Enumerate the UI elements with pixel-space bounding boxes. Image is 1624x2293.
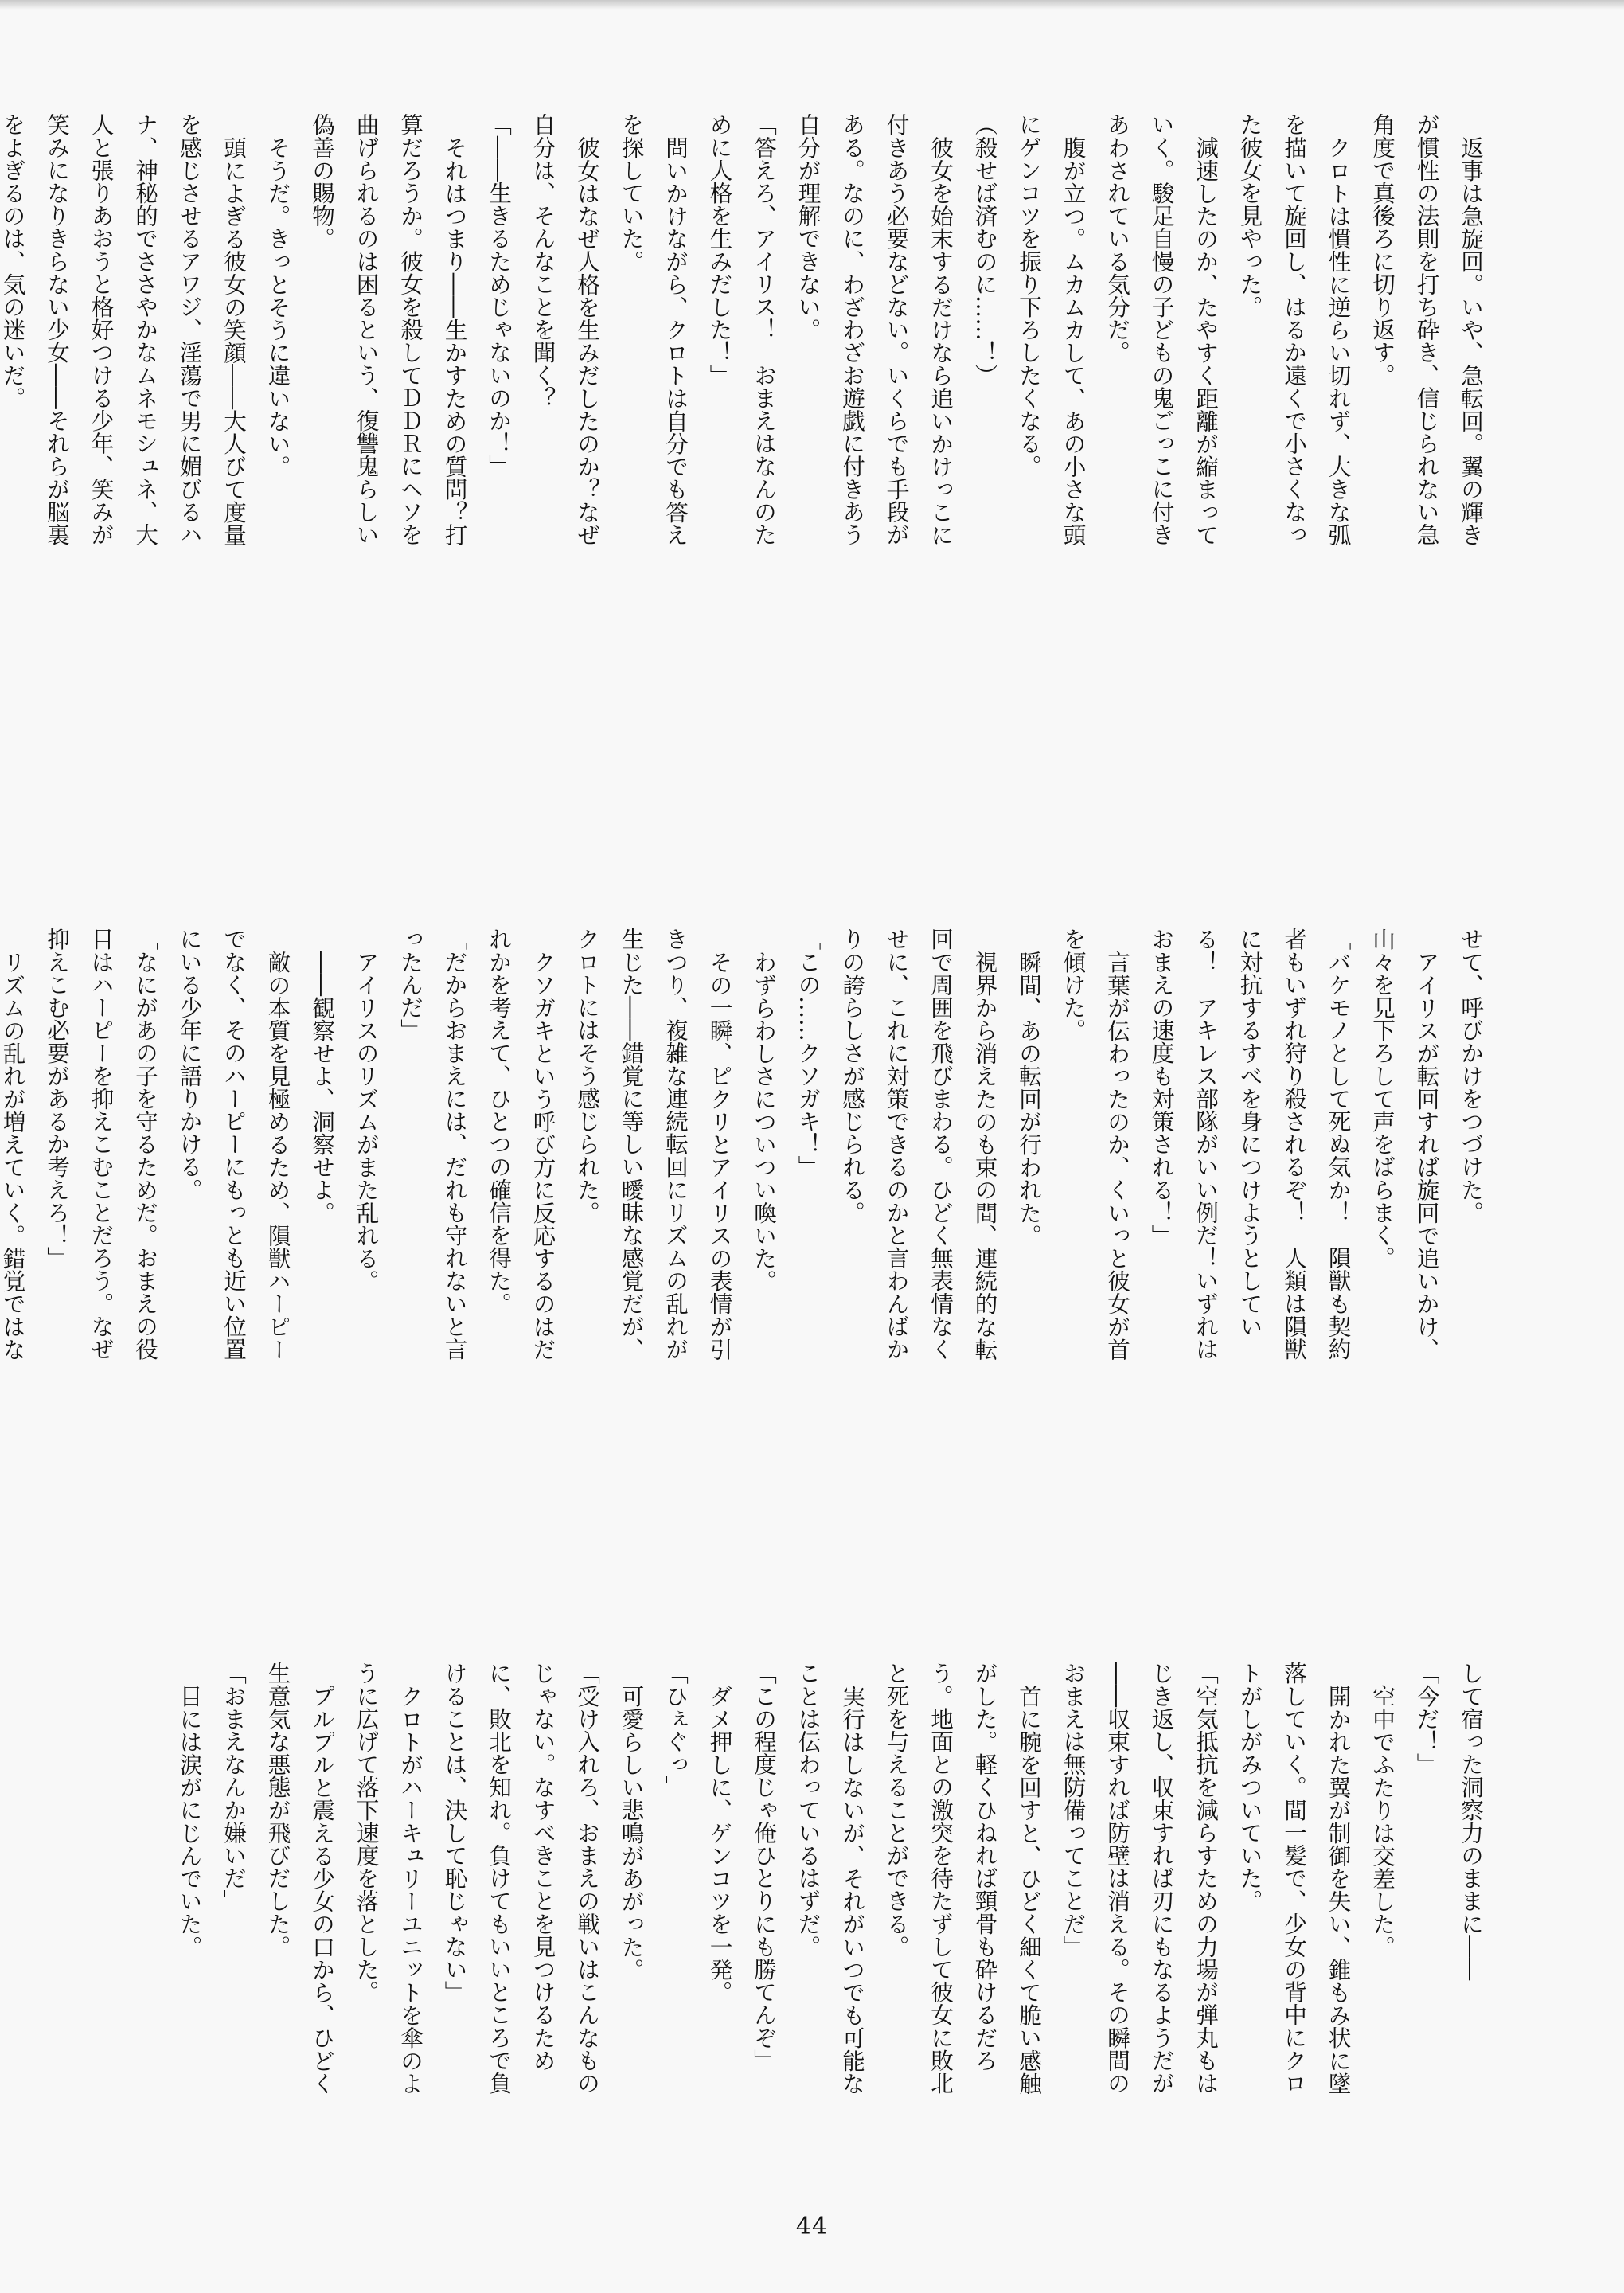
paragraph: 腹が立つ。ムカムカして、あの小さな頭にゲンコツを振り下ろしたくなる。 (1016, 113, 1087, 546)
paragraph: 「おまえなんか嫌いだ」 (221, 1662, 248, 1912)
page-edge-shadow (0, 0, 1624, 10)
paragraph: 可愛らしい悲鳴があがった。 (618, 1684, 646, 1981)
paragraph: 首に腕を回すと、ひどく細くて脆い感触がした。軽くひねれば頸骨も砕けるだろう。地面との激突を待たずして彼女に敗北と死を与えることができる。 (883, 1662, 1043, 2095)
paragraph: 空中でふたりは交差した。 (1369, 1684, 1396, 1958)
paragraph: 「だからおまえには、だれも守れないと言ったんだ」 (397, 928, 469, 1361)
paragraph: 「バケモノとして死ぬ気か！ 隕獣も契約者もいずれ狩り殺されるぞ！ 人類は隕獣に対抗するすべを身につけようとしている！ アキレス部隊がいい例だ！いずれはおまえの速度も対策される！」 (1148, 928, 1353, 1361)
paragraph: ――観察せよ、洞察せよ。 (309, 950, 336, 1224)
paragraph: アイリスのリズムがまた乱れる。 (353, 950, 381, 1292)
paragraph: わずらわしさについつい喚いた。 (751, 950, 778, 1292)
paragraph: 彼女を始末するだけなら追いかけっこに付きあう必要などない。いくらでも手段がある。なのに、わざわざお遊戯に付きあう自分が理解できない。 (794, 113, 954, 546)
paragraph: 頭によぎる彼女の笑顔――大人びて度量を感じさせるアワジ、淫蕩で男に媚びるハナ、神秘的でささやかなムネモシュネ、大人と張りあおうと格好つける少年、笑みが笑みになりきらない少女――それらが脳裏をよぎるのは、気の迷いだ。 (0, 113, 248, 546)
paragraph: 返事は急旋回。いや、急転回。翼の輝きが慣性の法則を打ち砕き、信じられない急角度で真後ろに切り返す。 (1369, 113, 1485, 546)
paragraph: 彼女はなぜ人格を生みだしたのか？なぜ自分は、そんなことを聞く？ (529, 113, 601, 546)
paragraph: せて、呼びかけをつづけた。 (1458, 928, 1485, 1224)
paragraph: それはつまり――生かすための質問？打算だろうか。彼女を殺してＤＤＲにヘソを曲げられるのは困るという、復讐鬼らしい偽善の賜物。 (309, 113, 469, 546)
paragraph: して宿った洞察力のままに―― (1458, 1662, 1485, 1981)
paragraph: 敵の本質を見極めるため、隕獣ハーピーでなく、そのハーピーにもっとも近い位置にいる少年に語りかける。 (176, 928, 292, 1361)
paragraph: そうだ。きっとそうに違いない。 (264, 135, 292, 478)
paragraph: 「ひぇぐっ」 (662, 1662, 689, 1799)
paragraph: 「今だ！」 (1413, 1662, 1441, 1775)
text-tier-bottom (176, 1662, 1493, 2104)
paragraph: 開かれた翼が制御を失い、錐もみ状に墜落していく。間一髪で、少女の背中にクロトがしがみついていた。 (1236, 1662, 1353, 2095)
paragraph: 「空気抵抗を減らすための力場が弾丸もはじき返し、収束すれば刃にもなるようだが――収束すれば防壁は消える。その瞬間のおまえは無防備ってことだ」 (1060, 1662, 1220, 2095)
paragraph: クロトは慣性に逆らい切れず、大きな弧を描いて旋回し、はるか遠くで小さくなった彼女を見やった。 (1236, 113, 1353, 546)
page-number: 44 (795, 2213, 829, 2240)
paragraph: 問いかけながら、クロトは自分でも答えを探していた。 (618, 113, 689, 546)
paragraph: （殺せば済むのに……！） (971, 113, 999, 387)
paragraph: 目には涙がにじんでいた。 (176, 1684, 204, 1958)
paragraph: 「この……クソガキ！」 (794, 928, 822, 1178)
paragraph: クロトがハーキュリーユニットを傘のように広げて落下速度を落とした。 (353, 1662, 424, 2095)
paragraph: クソガキという呼び方に反応するのはだれかを考えて、ひとつの確信を得た。 (486, 928, 557, 1361)
paragraph: その一瞬、ピクリとアイリスの表情が引きつり、複雑な連続転回にリズムの乱れが生じた――錯覚に等しい曖昧な感覚だが、クロトにはそう感じられた。 (574, 928, 734, 1361)
paragraph: 「なにがあの子を守るためだ。おまえの役目はハーピーを抑えこむことだろう。なぜ抑えこむ必要があるか考えろ！」 (44, 928, 159, 1361)
paragraph: 「この程度じゃ俺ひとりにも勝てんぞ」 (751, 1662, 778, 2072)
paragraph: 言葉が伝わったのか、くいっと彼女が首を傾けた。 (1060, 928, 1131, 1361)
text-tier-top (0, 113, 1493, 556)
text-tier-middle (0, 928, 1493, 1370)
paragraph: 「受け入れろ、おまえの戦いはこんなものじゃない。なすべきことを見つけるために、敗北を知れ。負けてもいいところで負けることは、決して恥じゃない」 (441, 1662, 601, 2095)
paragraph: 「答えろ、アイリス！ おまえはなんのために人格を生みだした！」 (706, 113, 778, 546)
paragraph: リズムの乱れが増えていく。錯覚ではな (0, 950, 27, 1361)
paragraph: 瞬間、あの転回が行われた。 (1016, 950, 1043, 1247)
paragraph: 減速したのか、たやすく距離が縮まっていく。駿足自慢の子どもの鬼ごっこに付きあわされている気分だ。 (1104, 113, 1220, 546)
paragraph: 「――生きるためじゃないのか！」 (486, 113, 513, 478)
paragraph: 視界から消えたのも束の間、連続的な転回で周囲を飛びまわる。ひどく無表情なくせに、これに対策できるのかと言わんばかりの誇らしさが感じられる。 (839, 928, 999, 1361)
paragraph: ダメ押しに、ゲンコツを一発。 (706, 1684, 734, 2003)
paragraph: アイリスが転回すれば旋回で追いかけ、山々を見下ろして声をばらまく。 (1369, 928, 1441, 1361)
paragraph: プルプルと震える少女の口から、ひどく生意気な悪態が飛びだした。 (264, 1662, 336, 2095)
paragraph: 実行はしないが、それがいつでも可能なことは伝わっているはずだ。 (794, 1662, 866, 2095)
